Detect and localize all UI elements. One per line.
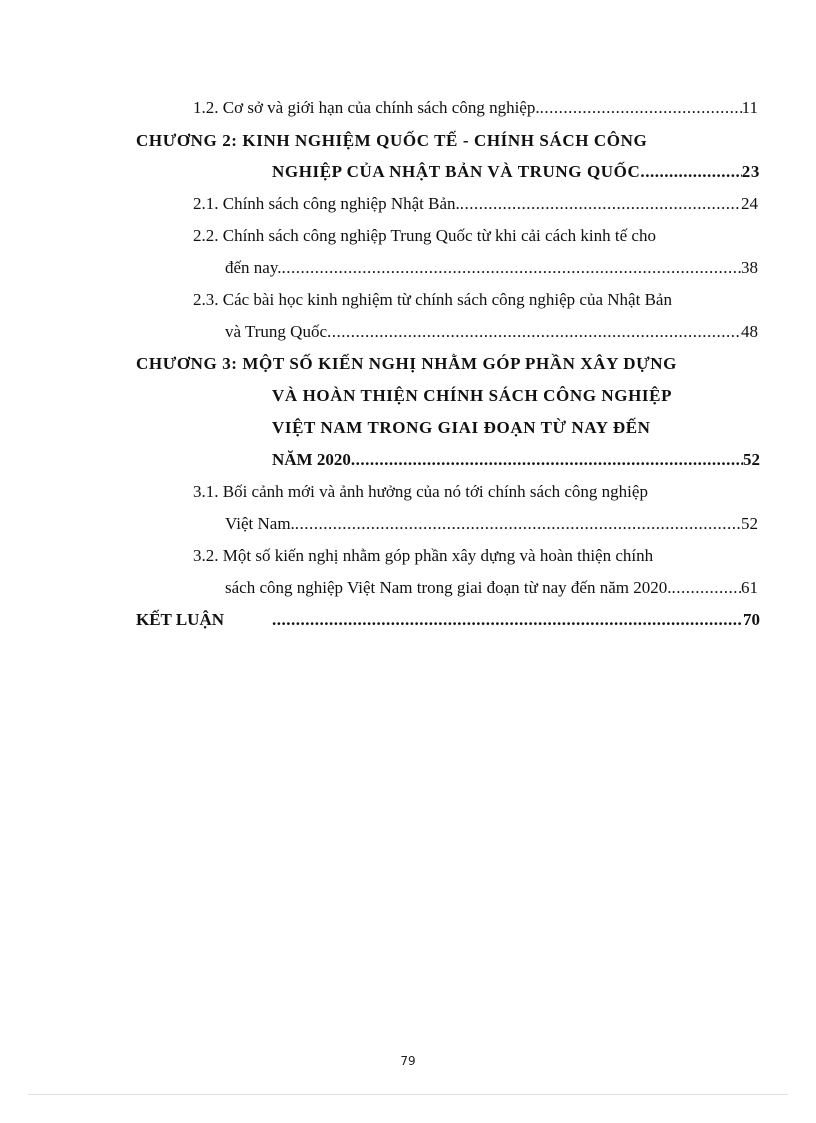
toc-chapter-3-heading-line2: VÀ HOÀN THIỆN CHÍNH SÁCH CÔNG NGHIỆP (272, 386, 673, 405)
dot-leader (327, 321, 741, 343)
toc-entry-text: sách công nghiệp Việt Nam trong giai đoạn từ nay đến năm 2020. (225, 578, 672, 597)
toc-entry-text: 2.1. Chính sách công nghiệp Nhật Bản. (193, 194, 460, 213)
dot-leader (460, 193, 741, 215)
toc-entry-text: đến nay. (225, 258, 282, 277)
dot-leader (671, 577, 741, 599)
toc-ket-luan-label: KẾT LUẬN (136, 610, 225, 629)
toc-entry-3-2-line2 (225, 577, 758, 599)
toc-entry-1-2 (193, 97, 758, 119)
dot-leader (351, 449, 743, 471)
toc-page-number: 52 (743, 450, 760, 469)
page-number: 79 (400, 1054, 416, 1068)
dot-leader (282, 257, 742, 279)
toc-entry-2-1 (193, 193, 758, 215)
toc-chapter-2-heading: CHƯƠNG 2: KINH NGHIỆM QUỐC TẾ - CHÍNH SÁCH CÔNG (136, 131, 648, 150)
toc-entry-2-2-line1: 2.2. Chính sách công nghiệp Trung Quốc từ khi cải cách kinh tế cho (193, 226, 656, 245)
toc-ket-luan-leader (272, 609, 760, 631)
toc-chapter-3-heading-line3: VIỆT NAM TRONG GIAI ĐOẠN TỪ NAY ĐẾN (272, 418, 651, 437)
toc-chapter-2-heading-cont (272, 161, 760, 183)
toc-entry-3-2-line1: 3.2. Một số kiến nghị nhằm góp phần xây dựng và hoàn thiện chính (193, 546, 654, 565)
dot-leader (295, 513, 741, 535)
toc-page-number: 38 (741, 258, 758, 277)
toc-page-number: 52 (741, 514, 758, 533)
toc-entry-2-2-line2 (225, 257, 758, 279)
dot-leader (272, 609, 743, 631)
toc-page-number: 11 (741, 98, 758, 117)
toc-entry-text: và Trung Quốc (225, 322, 328, 341)
toc-entry-3-1-line1: 3.1. Bối cảnh mới và ảnh hưởng của nó tới chính sách công nghiệp (193, 482, 648, 501)
toc-entry-text: Việt Nam. (225, 514, 295, 533)
toc-entry-text: NGHIỆP CỦA NHẬT BẢN VÀ TRUNG QUỐC. (272, 162, 646, 181)
toc-chapter-3-heading: CHƯƠNG 3: MỘT SỐ KIẾN NGHỊ NHẰM GÓP PHẦN XÂY DỰNG (136, 354, 677, 373)
toc-chapter-3-heading-line4 (272, 449, 760, 471)
dot-leader (645, 161, 742, 183)
toc-page-number: 23 (741, 162, 760, 181)
toc-entry-text: 1.2. Cơ sở và giới hạn của chính sách công nghiệp. (193, 98, 540, 117)
toc-page-number: 24 (741, 194, 758, 213)
toc-entry-2-3-line2 (225, 321, 758, 343)
toc-page-number: 48 (741, 322, 758, 341)
dot-leader (540, 97, 742, 119)
toc-page-number: 70 (743, 610, 760, 629)
page-bottom-divider (28, 1094, 788, 1095)
toc-page-number: 61 (741, 578, 758, 597)
toc-entry-text: NĂM 2020 (272, 450, 351, 469)
toc-entry-2-3-line1: 2.3. Các bài học kinh nghiệm từ chính sách công nghiệp của Nhật Bản (193, 290, 672, 309)
toc-entry-3-1-line2 (225, 513, 758, 535)
